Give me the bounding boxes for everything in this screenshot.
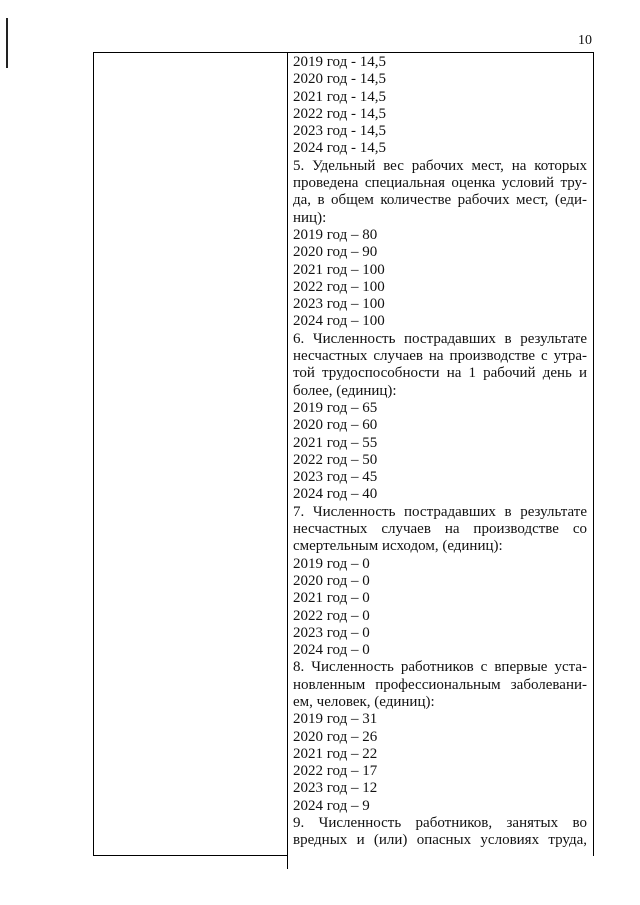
indicator-year-value: 2019 год – 31 [293,711,378,728]
indicator-year-value: 2023 год – 12 [293,780,378,797]
indicator-year-value: 2021 год – 0 [293,590,370,607]
indicator-year-value: 2022 год - 14,5 [293,105,386,122]
indicator-block [293,659,587,815]
indicator-year-value: 2022 год – 50 [293,451,378,468]
indicator-heading-line: проведена специальная оценка условий тру- [293,175,587,192]
indicator-year-value: 2024 год – 9 [293,797,370,814]
indicator-year-value: 2023 год – 100 [293,296,385,313]
indicator-year-value: 2020 год – 90 [293,244,378,261]
indicator-year-value: 2019 год – 0 [293,555,370,572]
indicator-year-value: 2021 год – 22 [293,745,378,762]
column-divider [287,53,288,869]
indicator-table [93,52,594,856]
indicator-year-value: 2021 год – 55 [293,434,378,451]
indicator-year-value: 2019 год – 65 [293,399,378,416]
indicator-heading-line: новленным профессиональным заболевани- [293,676,587,693]
table-right-cell [293,54,587,850]
indicator-heading-line: более, (единиц): [293,382,397,399]
margin-mark [6,18,8,68]
indicator-heading-line: 8. Численность работников с впервые уста- [293,659,587,676]
indicator-year-value: 2023 год – 45 [293,469,378,486]
indicator-year-value: 2021 год - 14,5 [293,88,386,105]
indicator-year-value: 2024 год – 40 [293,486,378,503]
indicator-block [293,504,587,660]
table-left-cell [94,53,287,856]
indicator-year-value: 2020 год - 14,5 [293,71,386,88]
indicator-year-value: 2022 год – 17 [293,763,378,780]
indicator-year-value: 2024 год - 14,5 [293,140,386,157]
indicator-year-value: 2019 год - 14,5 [293,54,386,70]
indicator-heading-line: той трудоспособности на 1 рабочий день и [293,365,587,382]
indicator-heading-line: 7. Численность пострадавших в результате [293,503,587,520]
indicator-heading-line: ем, человек, (единиц): [293,693,435,710]
indicator-heading-line: несчастных случаев на производстве с утра- [293,348,587,365]
indicator-year-value: 2019 год – 80 [293,226,378,243]
indicator-heading-line: 6. Численность пострадавших в результате [293,330,587,347]
indicator-heading-line: несчастных случаев на производстве со [293,521,587,538]
indicator-heading-line: ниц): [293,209,327,226]
indicator-heading-line: смертельным исходом, (единиц): [293,538,503,555]
indicator-heading-line: 5. Удельный вес рабочих мест, на которых [293,157,587,174]
indicator-year-value: 2022 год – 100 [293,278,385,295]
indicator-year-value: 2021 год – 100 [293,261,385,278]
indicator-year-value: 2023 год – 0 [293,624,370,641]
indicator-year-value: 2020 год – 0 [293,572,370,589]
indicator-year-value: 2024 год – 100 [293,313,385,330]
indicator-block [293,331,587,504]
indicator-block [293,54,587,158]
table-bottom-rule [93,855,287,856]
indicator-year-value: 2020 год – 60 [293,417,378,434]
indicator-heading-line: 9. Численность работников, занятых во [293,815,587,832]
indicator-year-value: 2020 год – 26 [293,728,378,745]
indicator-block [293,158,587,331]
indicator-year-value: 2024 год – 0 [293,642,370,659]
indicator-year-value: 2023 год - 14,5 [293,123,386,140]
indicator-year-value: 2022 год – 0 [293,607,370,624]
indicator-heading-line: да, в общем количестве рабочих мест, (еди- [293,192,587,209]
indicator-heading-line: вредных и (или) опасных условиях труда, [293,832,587,849]
indicator-block [293,815,587,850]
page-number: 10 [578,33,592,48]
